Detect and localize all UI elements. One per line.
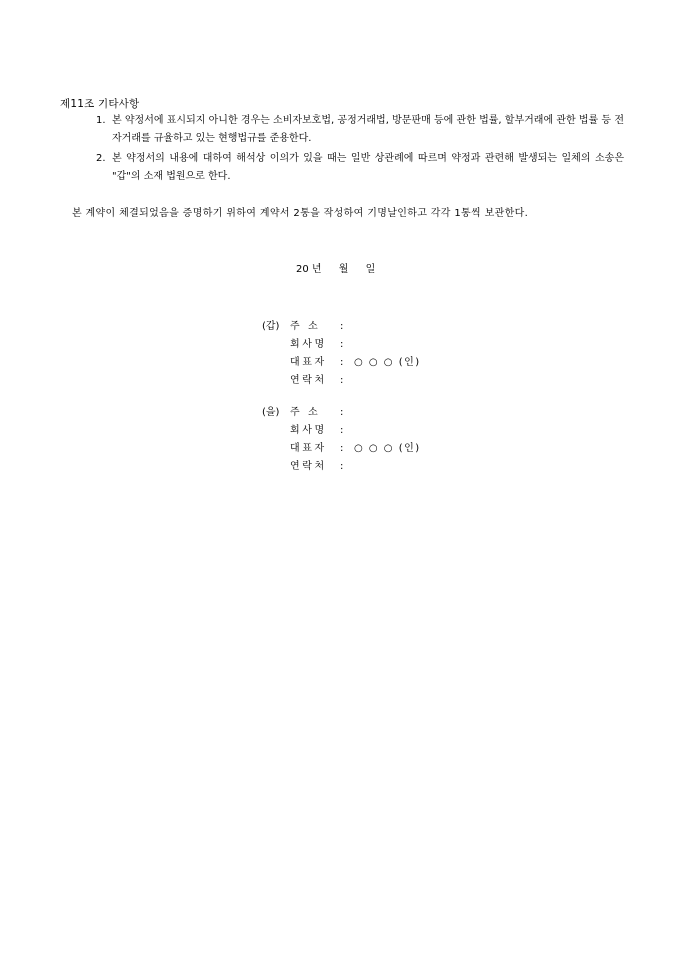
field-colon: : — [340, 357, 344, 368]
field-label: 주 소 — [290, 407, 321, 418]
field-label: 대표자 — [290, 357, 327, 368]
party-field-row — [262, 354, 462, 372]
party-field-row — [262, 458, 462, 476]
clause-text: 본 약정서의 내용에 대하여 해석상 이의가 있을 때는 일반 상관례에 따르며 약정과 관련해 발생되는 일체의 소송은 "갑"의 소재 법원으로 한다. — [112, 153, 624, 182]
field-label: 연락처 — [290, 375, 327, 386]
field-value: ○ ○ ○ (인) — [354, 443, 421, 454]
clause-2 — [96, 150, 624, 186]
party-tag: (을) — [262, 407, 280, 418]
field-label: 대표자 — [290, 443, 327, 454]
closing-statement: 본 계약이 체결되었음을 증명하기 위하여 계약서 2통을 작성하여 기명날인하고 각각 1통씩 보관한다. — [72, 208, 529, 219]
date-year: 20 년 — [296, 264, 322, 275]
party-field-row — [262, 336, 462, 354]
field-value: ○ ○ ○ (인) — [354, 357, 421, 368]
field-colon: : — [340, 461, 344, 472]
field-colon: : — [340, 407, 344, 418]
party-field-row — [262, 440, 462, 458]
party-b-block — [262, 404, 462, 476]
clause-number: 2. — [96, 153, 106, 164]
party-a-block — [262, 318, 462, 390]
date-day: 일 — [365, 264, 376, 275]
field-label: 회사명 — [290, 339, 327, 350]
clause-text: 본 약정서에 표시되지 아니한 경우는 소비자보호법, 공정거래법, 방문판매 등에 관한 법률, 할부거래에 관한 법률 등 전자거래를 규율하고 있는 현행법규를 준용한다. — [112, 115, 624, 144]
clause-number: 1. — [96, 115, 106, 126]
party-field-row — [262, 318, 462, 336]
clause-1 — [96, 112, 624, 148]
party-field-row — [262, 404, 462, 422]
date-month: 월 — [338, 264, 349, 275]
party-tag: (갑) — [262, 321, 280, 332]
party-field-row — [262, 372, 462, 390]
field-colon: : — [340, 339, 344, 350]
field-colon: : — [340, 375, 344, 386]
party-field-row — [262, 422, 462, 440]
contract-date — [296, 260, 389, 275]
article-title: 제11조 기타사항 — [60, 98, 140, 110]
field-label: 회사명 — [290, 425, 327, 436]
field-colon: : — [340, 443, 344, 454]
field-label: 연락처 — [290, 461, 327, 472]
field-colon: : — [340, 321, 344, 332]
field-label: 주 소 — [290, 321, 321, 332]
field-colon: : — [340, 425, 344, 436]
